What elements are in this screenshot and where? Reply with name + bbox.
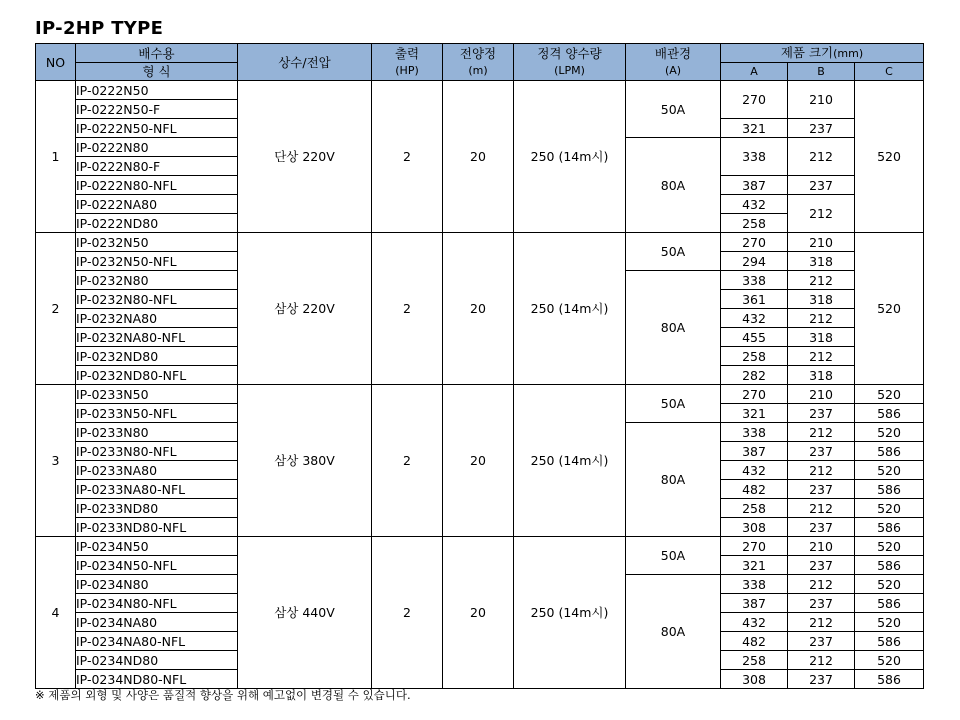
head-cell: 20 xyxy=(443,537,514,689)
size-b-cell: 212 xyxy=(788,423,855,442)
size-a-cell: 387 xyxy=(721,176,788,195)
header-col-a: A xyxy=(721,63,788,81)
size-b-cell: 212 xyxy=(788,271,855,290)
page-title: IP-2HP TYPE xyxy=(35,18,164,39)
footnote: ※ 제품의 외형 및 사양은 품질적 향상을 위해 예고없이 변경될 수 있습니다. xyxy=(35,688,411,702)
model-cell: IP-0234N80 xyxy=(76,575,238,594)
model-cell: IP-0233NA80-NFL xyxy=(76,480,238,499)
model-cell: IP-0234ND80-NFL xyxy=(76,670,238,689)
size-b-cell: 237 xyxy=(788,404,855,423)
size-b-cell: 237 xyxy=(788,632,855,651)
table-row xyxy=(36,385,924,404)
phase-cell: 삼상 440V xyxy=(238,537,372,689)
size-b-cell: 212 xyxy=(788,461,855,480)
size-c-cell: 586 xyxy=(855,404,924,423)
flow-cell: 250 (14m시) xyxy=(514,385,626,537)
size-c-cell: 586 xyxy=(855,670,924,689)
model-cell: IP-0222NA80 xyxy=(76,195,238,214)
model-cell: IP-0234N50 xyxy=(76,537,238,556)
header-flow xyxy=(514,44,626,81)
size-c-cell: 586 xyxy=(855,632,924,651)
size-b-cell: 210 xyxy=(788,385,855,404)
model-cell: IP-0222N50-NFL xyxy=(76,119,238,138)
size-c-cell: 520 xyxy=(855,499,924,518)
size-b-cell: 318 xyxy=(788,290,855,309)
size-c-cell: 586 xyxy=(855,442,924,461)
size-a-cell: 270 xyxy=(721,233,788,252)
model-cell: IP-0222ND80 xyxy=(76,214,238,233)
size-b-cell: 318 xyxy=(788,366,855,385)
size-a-cell: 432 xyxy=(721,613,788,632)
size-a-cell: 258 xyxy=(721,347,788,366)
model-cell: IP-0232N80 xyxy=(76,271,238,290)
header-model-top: 배수용 xyxy=(76,44,238,63)
size-a-cell: 387 xyxy=(721,594,788,613)
size-b-cell: 318 xyxy=(788,328,855,347)
size-a-cell: 482 xyxy=(721,480,788,499)
group-no: 2 xyxy=(36,233,76,385)
size-c-cell: 520 xyxy=(855,537,924,556)
header-no: NO xyxy=(36,44,76,81)
size-b-cell: 210 xyxy=(788,81,855,119)
header-head-label: 전양정 xyxy=(459,46,497,61)
model-cell: IP-0234ND80 xyxy=(76,651,238,670)
size-b-cell: 237 xyxy=(788,556,855,575)
size-c-cell: 520 xyxy=(855,651,924,670)
model-cell: IP-0222N80 xyxy=(76,138,238,157)
size-a-cell: 308 xyxy=(721,670,788,689)
size-a-cell: 270 xyxy=(721,81,788,119)
phase-cell: 삼상 380V xyxy=(238,385,372,537)
model-cell: IP-0233N80-NFL xyxy=(76,442,238,461)
size-b-cell: 210 xyxy=(788,537,855,556)
group-no: 4 xyxy=(36,537,76,689)
size-a-cell: 282 xyxy=(721,366,788,385)
pipe-cell: 50A xyxy=(626,385,721,423)
model-cell: IP-0232N50 xyxy=(76,233,238,252)
size-a-cell: 294 xyxy=(721,252,788,271)
size-a-cell: 387 xyxy=(721,442,788,461)
header-head xyxy=(443,44,514,81)
header-phase: 상수/전압 xyxy=(238,44,372,81)
size-a-cell: 258 xyxy=(721,214,788,233)
table-row xyxy=(36,81,924,100)
model-cell: IP-0233N80 xyxy=(76,423,238,442)
size-b-cell: 237 xyxy=(788,176,855,195)
pipe-cell: 80A xyxy=(626,575,721,689)
size-c-cell: 520 xyxy=(855,613,924,632)
size-c-cell: 520 xyxy=(855,423,924,442)
header-pipe-unit: (A) xyxy=(664,64,682,77)
pipe-cell: 50A xyxy=(626,537,721,575)
size-b-cell: 237 xyxy=(788,594,855,613)
size-b-cell: 212 xyxy=(788,613,855,632)
size-a-cell: 338 xyxy=(721,423,788,442)
size-c-cell: 586 xyxy=(855,594,924,613)
size-a-cell: 455 xyxy=(721,328,788,347)
model-cell: IP-0234N80-NFL xyxy=(76,594,238,613)
size-a-cell: 338 xyxy=(721,138,788,176)
size-b-cell: 212 xyxy=(788,575,855,594)
size-b-cell: 212 xyxy=(788,499,855,518)
model-cell: IP-0232ND80-NFL xyxy=(76,366,238,385)
size-a-cell: 270 xyxy=(721,385,788,404)
model-cell: IP-0232NA80 xyxy=(76,309,238,328)
header-pipe-label: 배관경 xyxy=(654,46,692,61)
model-cell: IP-0233ND80-NFL xyxy=(76,518,238,537)
size-b-cell: 212 xyxy=(788,195,855,233)
pipe-cell: 50A xyxy=(626,233,721,271)
header-col-b: B xyxy=(788,63,855,81)
phase-cell: 단상 220V xyxy=(238,81,372,233)
size-a-cell: 258 xyxy=(721,651,788,670)
size-a-cell: 482 xyxy=(721,632,788,651)
model-cell: IP-0232N80-NFL xyxy=(76,290,238,309)
size-c-cell: 520 xyxy=(855,575,924,594)
flow-cell: 250 (14m시) xyxy=(514,537,626,689)
model-cell: IP-0222N80-NFL xyxy=(76,176,238,195)
pipe-cell: 80A xyxy=(626,423,721,537)
table-header xyxy=(36,44,924,81)
model-cell: IP-0232NA80-NFL xyxy=(76,328,238,347)
size-c-cell: 520 xyxy=(855,385,924,404)
size-a-cell: 321 xyxy=(721,119,788,138)
size-c-cell: 586 xyxy=(855,480,924,499)
phase-cell: 삼상 220V xyxy=(238,233,372,385)
size-a-cell: 338 xyxy=(721,271,788,290)
size-b-cell: 212 xyxy=(788,309,855,328)
group-no: 3 xyxy=(36,385,76,537)
size-b-cell: 210 xyxy=(788,233,855,252)
size-c-cell: 586 xyxy=(855,556,924,575)
size-a-cell: 338 xyxy=(721,575,788,594)
model-cell: IP-0233N50-NFL xyxy=(76,404,238,423)
head-cell: 20 xyxy=(443,81,514,233)
size-c-cell: 520 xyxy=(855,461,924,480)
header-output-unit: (HP) xyxy=(395,64,419,77)
size-b-cell: 237 xyxy=(788,442,855,461)
output-cell: 2 xyxy=(372,233,443,385)
size-b-cell: 237 xyxy=(788,670,855,689)
size-b-cell: 212 xyxy=(788,138,855,176)
size-b-cell: 237 xyxy=(788,518,855,537)
size-a-cell: 432 xyxy=(721,461,788,480)
head-cell: 20 xyxy=(443,233,514,385)
size-b-cell: 237 xyxy=(788,480,855,499)
table-row xyxy=(36,233,924,252)
model-cell: IP-0234N50-NFL xyxy=(76,556,238,575)
model-cell: IP-0222N80-F xyxy=(76,157,238,176)
model-cell: IP-0234NA80-NFL xyxy=(76,632,238,651)
size-a-cell: 321 xyxy=(721,556,788,575)
model-cell: IP-0232N50-NFL xyxy=(76,252,238,271)
size-a-cell: 308 xyxy=(721,518,788,537)
size-a-cell: 361 xyxy=(721,290,788,309)
pipe-cell: 80A xyxy=(626,271,721,385)
size-c-cell: 520 xyxy=(855,233,924,385)
size-c-cell: 586 xyxy=(855,518,924,537)
size-b-cell: 212 xyxy=(788,651,855,670)
header-flow-unit: (LPM) xyxy=(554,64,585,77)
model-cell: IP-0222N50 xyxy=(76,81,238,100)
size-b-cell: 212 xyxy=(788,347,855,366)
spec-table xyxy=(35,43,924,689)
size-a-cell: 432 xyxy=(721,195,788,214)
flow-cell: 250 (14m시) xyxy=(514,233,626,385)
header-pipe xyxy=(626,44,721,81)
output-cell: 2 xyxy=(372,385,443,537)
header-size-unit: (mm) xyxy=(833,47,864,60)
model-cell: IP-0222N50-F xyxy=(76,100,238,119)
header-col-c: C xyxy=(855,63,924,81)
header-output-label: 출력 xyxy=(394,46,420,61)
model-cell: IP-0233NA80 xyxy=(76,461,238,480)
size-a-cell: 258 xyxy=(721,499,788,518)
flow-cell: 250 (14m시) xyxy=(514,81,626,233)
model-cell: IP-0234NA80 xyxy=(76,613,238,632)
head-cell: 20 xyxy=(443,385,514,537)
output-cell: 2 xyxy=(372,537,443,689)
header-size-label: 제품 크기 xyxy=(780,45,834,60)
header-flow-label: 정격 양수량 xyxy=(537,46,602,61)
model-cell: IP-0233ND80 xyxy=(76,499,238,518)
model-cell: IP-0232ND80 xyxy=(76,347,238,366)
pipe-cell: 80A xyxy=(626,138,721,233)
group-no: 1 xyxy=(36,81,76,233)
size-a-cell: 321 xyxy=(721,404,788,423)
header-model-bottom: 형 식 xyxy=(76,63,238,81)
pipe-cell: 50A xyxy=(626,81,721,138)
size-b-cell: 318 xyxy=(788,252,855,271)
size-c-cell: 520 xyxy=(855,81,924,233)
table-row xyxy=(36,537,924,556)
model-cell: IP-0233N50 xyxy=(76,385,238,404)
header-head-unit: (m) xyxy=(468,64,488,77)
size-a-cell: 270 xyxy=(721,537,788,556)
table-body xyxy=(36,81,924,689)
size-b-cell: 237 xyxy=(788,119,855,138)
size-a-cell: 432 xyxy=(721,309,788,328)
output-cell: 2 xyxy=(372,81,443,233)
header-output xyxy=(372,44,443,81)
header-size xyxy=(721,44,924,63)
